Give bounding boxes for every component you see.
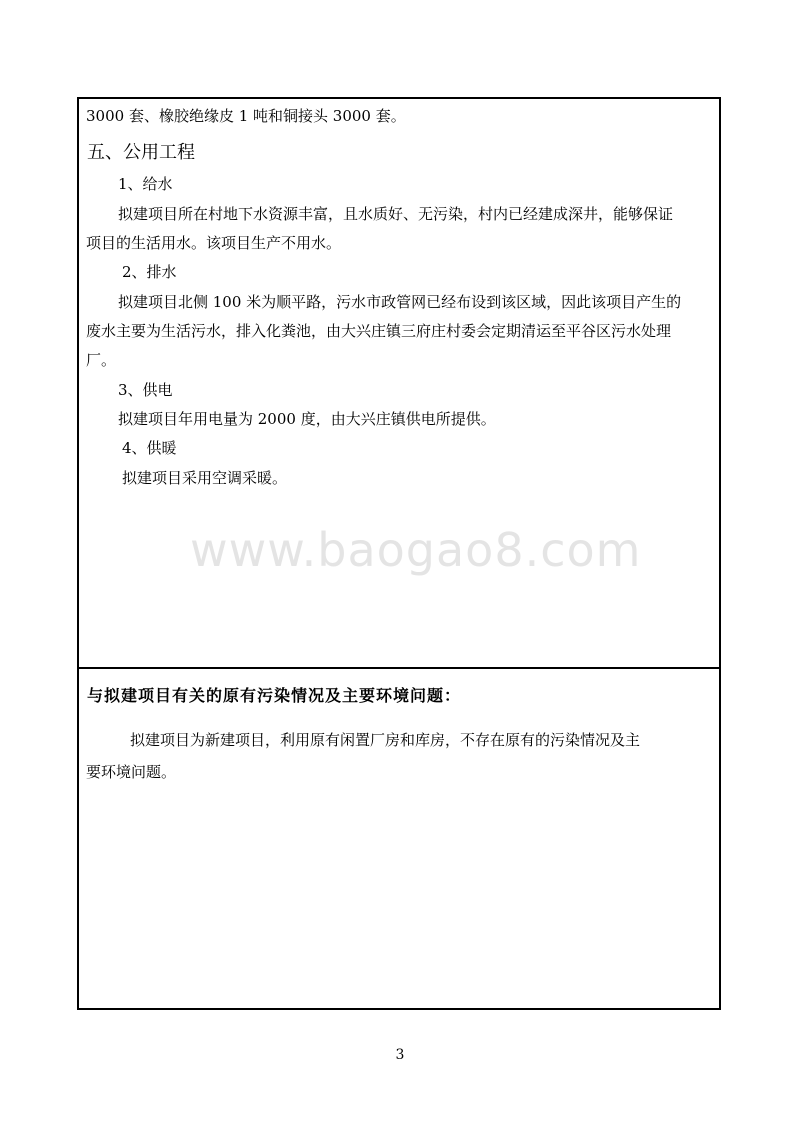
drainage-title: 2、排水 [122,263,177,281]
utilities-heading: 五、公用工程 [87,142,195,163]
water-supply-title: 1、给水 [118,175,173,193]
heating-line-1: 拟建项目采用空调采暖。 [122,469,288,487]
pollution-line-1: 拟建项目为新建项目，利用原有闲置厂房和库房，不存在原有的污染情况及主 [130,731,641,749]
watermark: www.baogao8.com [190,523,642,577]
pollution-heading: 与拟建项目有关的原有污染情况及主要环境问题： [87,686,462,705]
page-number: 3 [395,1047,405,1063]
power-supply-title: 3、供电 [118,381,173,399]
water-supply-line-1: 拟建项目所在村地下水资源丰富，且水质好、无污染，村内已经建成深井，能够保证 [118,205,674,223]
drainage-line-1: 拟建项目北侧 100 米为顺平路，污水市政管网已经布设到该区域，因此该项目产生的 [118,293,682,311]
pollution-line-2: 要环境问题。 [86,763,177,781]
water-supply-line-2: 项目的生活用水。该项目生产不用水。 [86,234,342,252]
section-divider [77,667,721,669]
materials-continuation: 3000 套、橡胶绝缘皮 1 吨和铜接头 3000 套。 [86,107,406,125]
drainage-line-3: 厂。 [86,351,117,369]
power-supply-line-1: 拟建项目年用电量为 2000 度，由大兴庄镇供电所提供。 [118,410,496,428]
heating-title: 4、供暖 [122,439,177,457]
drainage-line-2: 废水主要为生活污水，排入化粪池，由大兴庄镇三府庄村委会定期清运至平谷区污水处理 [86,322,672,340]
